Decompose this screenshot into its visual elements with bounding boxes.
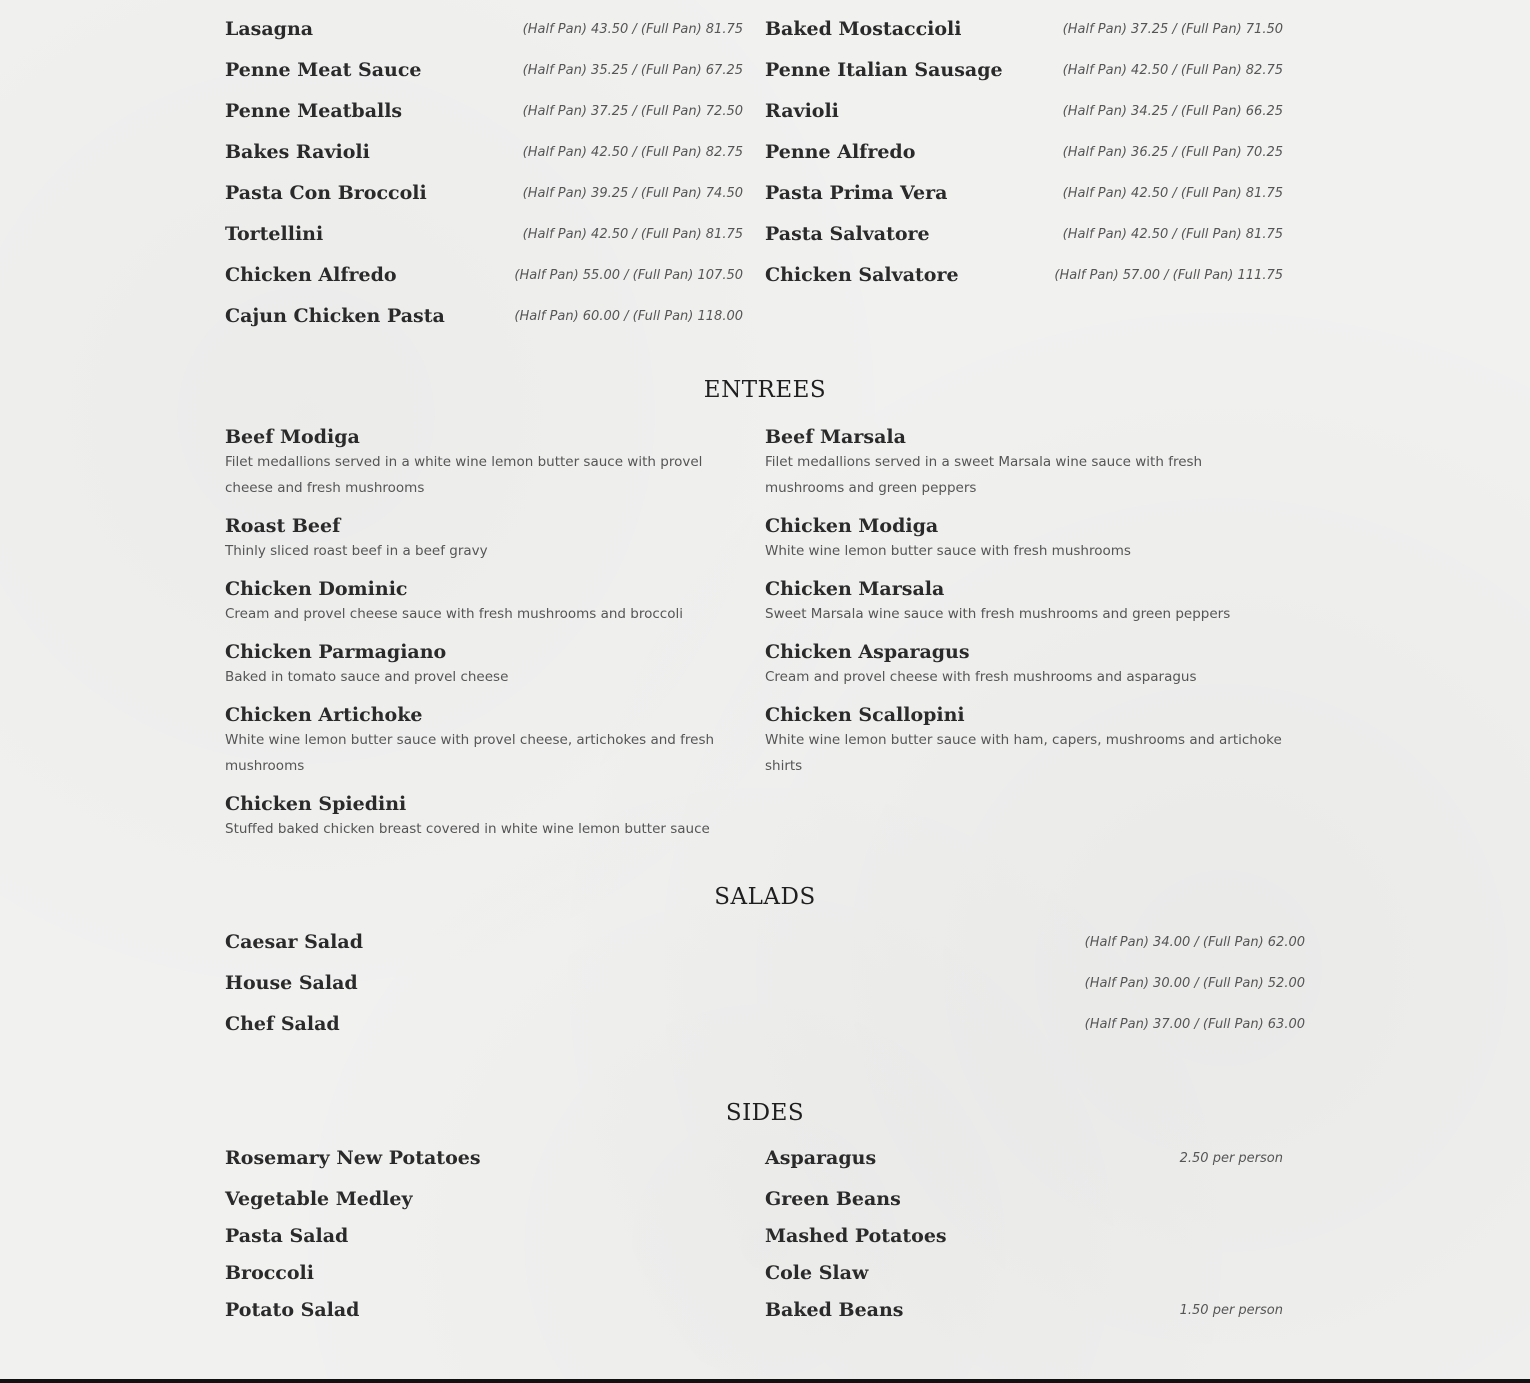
item-price: 2.50 per person	[1179, 1151, 1283, 1166]
item-name: Penne Alfredo	[765, 141, 916, 163]
item-price: (Half Pan) 42.50 / (Full Pan) 81.75	[522, 227, 743, 242]
menu-item	[765, 59, 1283, 89]
item-price: (Half Pan) 39.25 / (Full Pan) 74.50	[522, 186, 743, 201]
entree-name: Chicken Scallopini	[765, 704, 965, 726]
entree-description: White wine lemon butter sauce with provel cheese, artichokes and fresh mushrooms	[225, 732, 715, 774]
section-heading-sides: SIDES	[725, 1100, 805, 1126]
entree-item	[225, 425, 745, 501]
item-name: Ravioli	[765, 100, 839, 122]
entree-item	[225, 792, 745, 842]
item-name: Broccoli	[225, 1262, 314, 1284]
item-name: Vegetable Medley	[225, 1188, 413, 1210]
item-price: (Half Pan) 30.00 / (Full Pan) 52.00	[1084, 976, 1305, 991]
menu-item	[225, 100, 743, 130]
item-name: Chicken Alfredo	[225, 264, 397, 286]
entree-item	[765, 703, 1285, 779]
item-price: (Half Pan) 57.00 / (Full Pan) 111.75	[1054, 268, 1283, 283]
entree-description: Cream and provel cheese sauce with fresh mushrooms and broccoli	[225, 606, 683, 622]
item-name: Pasta Salad	[225, 1225, 349, 1247]
item-name: Baked Beans	[765, 1299, 904, 1321]
entree-item	[765, 514, 1285, 564]
entree-description: Thinly sliced roast beef in a beef gravy	[225, 543, 488, 559]
item-price: (Half Pan) 42.50 / (Full Pan) 82.75	[1062, 63, 1283, 78]
entree-description: Baked in tomato sauce and provel cheese	[225, 669, 509, 685]
menu-item	[765, 1225, 1283, 1255]
item-name: Mashed Potatoes	[765, 1225, 947, 1247]
menu-item	[225, 18, 743, 48]
entree-name: Chicken Marsala	[765, 578, 945, 600]
entree-name: Beef Modiga	[225, 426, 360, 448]
menu-item	[765, 1299, 1283, 1329]
entree-description: Cream and provel cheese with fresh mushrooms and asparagus	[765, 669, 1197, 685]
item-name: Potato Salad	[225, 1299, 360, 1321]
item-price: (Half Pan) 34.00 / (Full Pan) 62.00	[1084, 935, 1305, 950]
section-heading-entrees: ENTREES	[703, 377, 827, 403]
menu-item	[225, 972, 1305, 1002]
item-name: Cajun Chicken Pasta	[225, 305, 445, 327]
entree-name: Chicken Artichoke	[225, 704, 423, 726]
item-name: Caesar Salad	[225, 931, 364, 953]
menu-item	[765, 223, 1283, 253]
menu-item	[225, 1225, 743, 1255]
item-name: Lasagna	[225, 18, 314, 40]
item-price: 1.50 per person	[1179, 1303, 1283, 1318]
entree-name: Chicken Spiedini	[225, 793, 407, 815]
item-name: Chef Salad	[225, 1013, 340, 1035]
item-name: Pasta Prima Vera	[765, 182, 948, 204]
menu-item	[765, 100, 1283, 130]
item-price: (Half Pan) 42.50 / (Full Pan) 81.75	[1062, 186, 1283, 201]
item-price: (Half Pan) 37.00 / (Full Pan) 63.00	[1084, 1017, 1305, 1032]
entree-description: White wine lemon butter sauce with fresh mushrooms	[765, 543, 1131, 559]
item-name: Tortellini	[225, 223, 324, 245]
entree-item	[225, 703, 745, 779]
footer-divider	[0, 1379, 1530, 1383]
menu-item	[225, 182, 743, 212]
item-name: Penne Italian Sausage	[765, 59, 1003, 81]
item-name: Green Beans	[765, 1188, 901, 1210]
item-name: Baked Mostaccioli	[765, 18, 962, 40]
menu-item	[225, 1188, 743, 1218]
entree-description: Filet medallions served in a sweet Marsala wine sauce with fresh mushrooms and green peppers	[765, 454, 1203, 496]
item-price: (Half Pan) 42.50 / (Full Pan) 82.75	[522, 145, 743, 160]
entree-item	[225, 514, 745, 564]
menu-item	[225, 1299, 743, 1329]
entree-description: White wine lemon butter sauce with ham, capers, mushrooms and artichoke shirts	[765, 732, 1282, 774]
item-name: Chicken Salvatore	[765, 264, 959, 286]
item-price: (Half Pan) 43.50 / (Full Pan) 81.75	[522, 22, 743, 37]
menu-item	[765, 18, 1283, 48]
entree-name: Beef Marsala	[765, 426, 906, 448]
menu-item	[765, 1147, 1283, 1177]
menu-item	[225, 305, 743, 335]
entree-name: Chicken Dominic	[225, 578, 408, 600]
entree-item	[765, 425, 1285, 501]
item-price: (Half Pan) 36.25 / (Full Pan) 70.25	[1062, 145, 1283, 160]
menu-item	[225, 141, 743, 171]
menu-item	[765, 141, 1283, 171]
entree-item	[765, 577, 1285, 627]
item-price: (Half Pan) 35.25 / (Full Pan) 67.25	[522, 63, 743, 78]
item-name: House Salad	[225, 972, 358, 994]
menu-item	[765, 1262, 1283, 1292]
menu-item	[225, 1262, 743, 1292]
entree-item	[225, 577, 745, 627]
entree-name: Chicken Parmagiano	[225, 641, 447, 663]
item-name: Penne Meat Sauce	[225, 59, 422, 81]
menu-item	[765, 264, 1283, 294]
menu-item	[225, 223, 743, 253]
item-price: (Half Pan) 42.50 / (Full Pan) 81.75	[1062, 227, 1283, 242]
item-price: (Half Pan) 60.00 / (Full Pan) 118.00	[514, 309, 743, 324]
item-name: Pasta Salvatore	[765, 223, 930, 245]
menu-item	[225, 1013, 1305, 1043]
item-price: (Half Pan) 37.25 / (Full Pan) 72.50	[522, 104, 743, 119]
entree-name: Chicken Modiga	[765, 515, 939, 537]
entree-item	[765, 640, 1285, 690]
menu-item	[225, 931, 1305, 961]
entree-description: Stuffed baked chicken breast covered in white wine lemon butter sauce	[225, 821, 710, 837]
item-name: Cole Slaw	[765, 1262, 869, 1284]
menu-item	[225, 59, 743, 89]
item-name: Penne Meatballs	[225, 100, 403, 122]
entree-name: Roast Beef	[225, 515, 341, 537]
item-price: (Half Pan) 34.25 / (Full Pan) 66.25	[1062, 104, 1283, 119]
entree-name: Chicken Asparagus	[765, 641, 970, 663]
item-name: Rosemary New Potatoes	[225, 1147, 481, 1169]
menu-item	[225, 1147, 743, 1177]
menu-item	[765, 1188, 1283, 1218]
section-heading-salads: SALADS	[714, 884, 816, 910]
entree-description: Sweet Marsala wine sauce with fresh mushrooms and green peppers	[765, 606, 1231, 622]
item-price: (Half Pan) 55.00 / (Full Pan) 107.50	[514, 268, 743, 283]
entree-description: Filet medallions served in a white wine lemon butter sauce with provel cheese and fresh mushrooms	[225, 454, 703, 496]
item-name: Bakes Ravioli	[225, 141, 370, 163]
item-name: Pasta Con Broccoli	[225, 182, 427, 204]
menu-item	[225, 264, 743, 294]
entree-item	[225, 640, 745, 690]
item-price: (Half Pan) 37.25 / (Full Pan) 71.50	[1062, 22, 1283, 37]
menu-item	[765, 182, 1283, 212]
item-name: Asparagus	[765, 1147, 877, 1169]
